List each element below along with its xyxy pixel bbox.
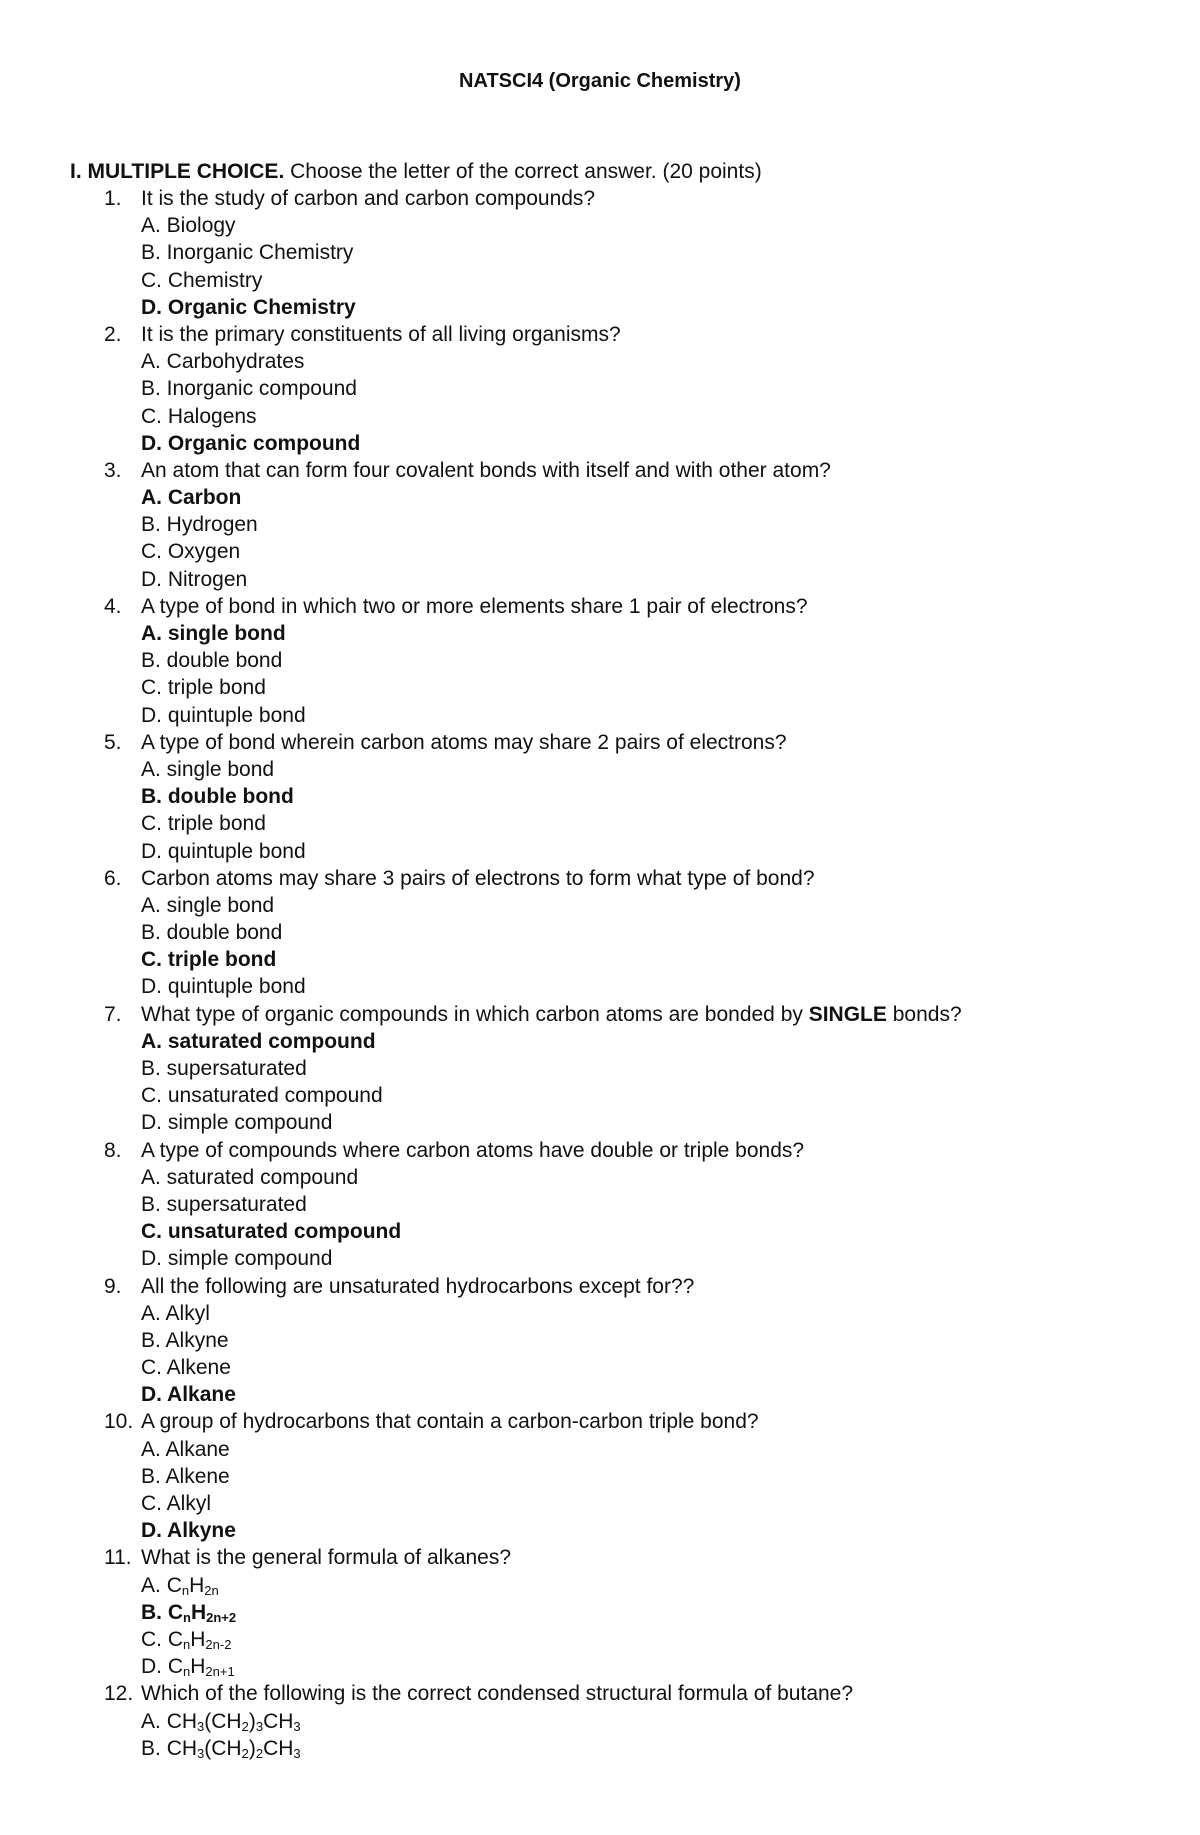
answer-option: A. single bond	[141, 757, 275, 781]
answer-option: A. single bond	[141, 893, 275, 917]
question-text: It is the study of carbon and carbon compounds?	[141, 187, 596, 210]
answer-option	[141, 1735, 301, 1762]
formula-subscript: 2	[255, 1745, 264, 1761]
answer-option: D. quintuple bond	[141, 975, 306, 999]
answer-option: B. Alkyne	[141, 1328, 229, 1352]
formula-text: H	[190, 1627, 206, 1651]
correct-answer-option: A. single bond	[141, 622, 286, 645]
question-1	[0, 185, 1200, 212]
correct-answer-option: C. triple bond	[141, 948, 277, 972]
question-number: 7.	[104, 1002, 122, 1026]
page-title: NATSCI4 (Organic Chemistry)	[459, 70, 741, 92]
answer-option: C. triple bond	[141, 676, 266, 700]
question-text: It is the primary constituents of all living organisms?	[141, 322, 621, 346]
answer-option: D. quintuple bond	[141, 839, 306, 863]
answer-option: B. double bond	[141, 921, 283, 945]
formula-text: CH	[166, 1736, 198, 1760]
answer-option: A. saturated compound	[141, 1165, 359, 1189]
formula-text: C	[167, 1655, 184, 1679]
question-number: 8.	[104, 1138, 122, 1162]
answer-option-row	[0, 239, 1200, 266]
answer-option-row	[0, 1490, 1200, 1517]
formula-subscript: n	[181, 1582, 190, 1598]
answer-option-row	[0, 1653, 1200, 1680]
option-letter: A.	[141, 1709, 161, 1733]
option-letter: B.	[141, 1736, 161, 1760]
formula-subscript: n	[183, 1609, 191, 1625]
question-number: 1.	[104, 187, 122, 210]
question-text: A type of bond in which two or more elements share 1 pair of electrons?	[141, 594, 808, 618]
formula-subscript: 2n+2	[206, 1609, 237, 1625]
question-text: A type of bond wherein carbon atoms may share 2 pairs of electrons?	[141, 730, 787, 754]
answer-option-row	[0, 647, 1200, 674]
answer-option-row	[0, 1245, 1200, 1272]
question-number: 10.	[104, 1410, 134, 1434]
answer-option-row	[0, 1327, 1200, 1354]
question-2	[0, 321, 1200, 348]
answer-option: B. supersaturated	[141, 1057, 307, 1080]
question-text-pre: What type of organic compounds in which carbon atoms are bonded by	[141, 1002, 809, 1026]
question-list	[0, 185, 1200, 1762]
answer-option-row	[0, 1191, 1200, 1218]
section-heading	[70, 158, 762, 185]
correct-answer-option: D. Alkane	[141, 1383, 236, 1407]
question-text: What is the general formula of alkanes?	[141, 1546, 512, 1570]
answer-option-row	[0, 838, 1200, 865]
formula-subscript: 3	[197, 1718, 205, 1734]
option-letter: C.	[141, 1627, 162, 1651]
formula-subscript: n	[183, 1636, 191, 1652]
answer-option-row	[0, 1572, 1200, 1599]
correct-answer-option: B. double bond	[141, 785, 294, 809]
question-number: 6.	[104, 866, 122, 890]
answer-option-row	[0, 1463, 1200, 1490]
formula-text: )	[248, 1709, 256, 1733]
formula-subscript: 2	[241, 1745, 249, 1761]
answer-option-row	[0, 919, 1200, 946]
question-text: Carbon atoms may share 3 pairs of electrons to form what type of bond?	[141, 866, 815, 890]
answer-option: B. supersaturated	[141, 1192, 307, 1216]
question-text-post: bonds?	[886, 1002, 962, 1026]
correct-answer-option	[141, 1599, 236, 1626]
answer-option-row	[0, 566, 1200, 593]
correct-answer-option: C. unsaturated compound	[141, 1220, 402, 1244]
answer-option-row	[0, 1109, 1200, 1136]
formula-text: )	[248, 1736, 256, 1760]
answer-option-row	[0, 973, 1200, 1000]
question-number: 4.	[104, 594, 122, 618]
answer-option	[141, 1572, 219, 1599]
answer-option	[141, 1708, 301, 1735]
answer-option-row	[0, 756, 1200, 783]
question-text-emphasis: SINGLE	[808, 1002, 887, 1026]
answer-option: D. quintuple bond	[141, 703, 306, 727]
answer-option-row	[0, 1164, 1200, 1191]
question-3	[0, 457, 1200, 484]
question-10	[0, 1408, 1200, 1435]
answer-option-row	[0, 430, 1200, 457]
formula-subscript: 2	[241, 1718, 249, 1734]
answer-option-row	[0, 212, 1200, 239]
formula-subscript: 3	[255, 1718, 264, 1734]
answer-option-row	[0, 1599, 1200, 1626]
question-5	[0, 729, 1200, 756]
correct-answer-option: A. saturated compound	[141, 1029, 376, 1053]
question-number: 2.	[104, 322, 122, 346]
answer-option: B. Hydrogen	[141, 513, 258, 537]
section-heading-label: I. MULTIPLE CHOICE.	[70, 160, 285, 183]
option-letter: A.	[141, 1573, 161, 1597]
answer-option: A. Alkyl	[141, 1301, 210, 1325]
answer-option-row	[0, 1436, 1200, 1463]
question-9	[0, 1273, 1200, 1300]
question-11	[0, 1544, 1200, 1571]
answer-option-row	[0, 1354, 1200, 1381]
option-letter: D.	[141, 1655, 162, 1679]
correct-answer-option: A. Carbon	[141, 486, 242, 510]
answer-option: B. double bond	[141, 649, 283, 673]
formula-subscript: 2n+1	[205, 1664, 235, 1680]
question-number: 5.	[104, 730, 122, 754]
answer-option: B. Inorganic Chemistry	[141, 241, 354, 265]
answer-option-row	[0, 1381, 1200, 1408]
answer-option	[141, 1653, 235, 1680]
answer-option: B. Alkene	[141, 1464, 230, 1488]
answer-option-row	[0, 674, 1200, 701]
answer-option-row	[0, 810, 1200, 837]
section-heading-instructions: Choose the letter of the correct answer. (20 points)	[284, 160, 762, 183]
question-7	[0, 1001, 1200, 1028]
formula-subscript: 3	[197, 1745, 205, 1761]
answer-option: A. Carbohydrates	[141, 350, 305, 374]
correct-answer-option: D. Organic compound	[141, 431, 361, 455]
answer-option: C. Alkene	[141, 1356, 231, 1380]
answer-option-row	[0, 484, 1200, 511]
formula-text: H	[190, 1600, 207, 1624]
answer-option-row	[0, 1517, 1200, 1544]
answer-option: C. Alkyl	[141, 1492, 212, 1515]
question-number: 3.	[104, 458, 122, 482]
answer-option: C. triple bond	[141, 812, 266, 836]
question-text: An atom that can form four covalent bonds with itself and with other atom?	[141, 458, 831, 482]
correct-answer-option: D. Organic Chemistry	[141, 295, 356, 319]
answer-option-row	[0, 538, 1200, 565]
question-text: Which of the following is the correct condensed structural formula of butane?	[141, 1682, 854, 1706]
question-number: 11.	[104, 1546, 132, 1570]
formula-subscript: 3	[293, 1745, 301, 1761]
answer-option-row	[0, 1055, 1200, 1082]
answer-option	[141, 1626, 231, 1653]
answer-option-row	[0, 892, 1200, 919]
answer-option-row	[0, 620, 1200, 647]
answer-option: C. Oxygen	[141, 540, 241, 564]
answer-option-row	[0, 946, 1200, 973]
answer-option-row	[0, 1626, 1200, 1653]
question-8	[0, 1137, 1200, 1164]
correct-answer-option: D. Alkyne	[141, 1519, 236, 1543]
formula-text: C	[167, 1600, 184, 1624]
answer-option-row	[0, 1735, 1200, 1762]
question-text: All the following are unsaturated hydrocarbons except for??	[141, 1274, 695, 1298]
answer-option: A. Alkane	[141, 1437, 230, 1461]
formula-text: CH	[263, 1709, 294, 1733]
answer-option-row	[0, 1708, 1200, 1735]
question-number: 9.	[104, 1274, 122, 1298]
formula-text: CH	[166, 1709, 198, 1733]
answer-option-row	[0, 511, 1200, 538]
answer-option-row	[0, 348, 1200, 375]
answer-option: A. Biology	[141, 214, 236, 238]
question-4	[0, 593, 1200, 620]
answer-option-row	[0, 783, 1200, 810]
answer-option: D. Nitrogen	[141, 567, 248, 591]
formula-subscript: 3	[293, 1718, 301, 1734]
answer-option: D. simple compound	[141, 1111, 333, 1135]
formula-text: (CH	[204, 1736, 242, 1760]
answer-option-row	[0, 1082, 1200, 1109]
answer-option-row	[0, 1300, 1200, 1327]
formula-subscript: 2n-2	[205, 1636, 232, 1652]
formula-text: C	[166, 1573, 182, 1597]
answer-option: C. unsaturated compound	[141, 1084, 383, 1108]
answer-option: C. Halogens	[141, 404, 257, 428]
answer-option-row	[0, 1218, 1200, 1245]
answer-option: C. Chemistry	[141, 268, 263, 292]
question-text	[141, 1001, 962, 1028]
option-letter: B.	[141, 1600, 162, 1624]
answer-option-row	[0, 267, 1200, 294]
formula-text: H	[190, 1655, 206, 1679]
question-6	[0, 865, 1200, 892]
formula-text: H	[189, 1573, 205, 1597]
formula-text: CH	[263, 1736, 294, 1760]
formula-subscript: 2n	[204, 1582, 219, 1598]
question-12	[0, 1680, 1200, 1707]
answer-option: B. Inorganic compound	[141, 377, 357, 401]
question-text: A group of hydrocarbons that contain a carbon-carbon triple bond?	[141, 1410, 759, 1434]
answer-option-row	[0, 294, 1200, 321]
formula-text: C	[167, 1627, 184, 1651]
answer-option-row	[0, 1028, 1200, 1055]
answer-option-row	[0, 403, 1200, 430]
question-text: A type of compounds where carbon atoms have double or triple bonds?	[141, 1138, 805, 1162]
answer-option: D. simple compound	[141, 1247, 333, 1271]
question-number: 12.	[104, 1682, 134, 1706]
answer-option-row	[0, 375, 1200, 402]
answer-option-row	[0, 702, 1200, 729]
formula-text: (CH	[204, 1709, 242, 1733]
formula-subscript: n	[183, 1664, 191, 1680]
